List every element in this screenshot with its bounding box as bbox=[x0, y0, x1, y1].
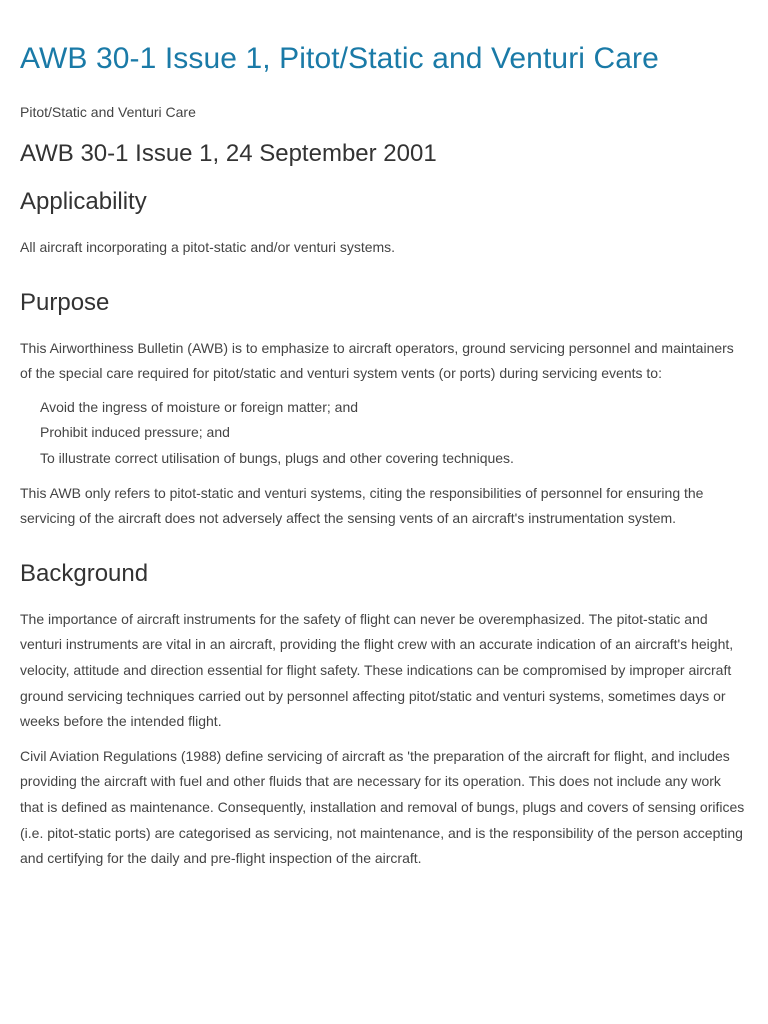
purpose-intro: This Airworthiness Bulletin (AWB) is to emphasize to aircraft operators, ground servicing personnel and maintainers of the special care required for pitot/static and venturi system vents (or ports) during servicing events to: bbox=[20, 339, 734, 382]
list-item: To illustrate correct utilisation of bungs, plugs and other covering techniques. bbox=[40, 449, 514, 466]
applicability-text: All aircraft incorporating a pitot-static and/or venturi systems. bbox=[20, 239, 396, 255]
background-paragraph-1: The importance of aircraft instruments for the safety of flight can never be overemphasized. The pitot-static and venturi instruments are vital in an aircraft, providing the flight crew with an accurate indication of an aircraft's height, velocity, attitude and direction essential for flight safety. These indications can be compromised by improper aircraft ground servicing techniques carried out by personnel affecting pitot/static and venturi systems, sometimes days or weeks before the intended flight. bbox=[20, 610, 734, 730]
document-title: AWB 30-1 Issue 1, Pitot/Static and Venturi Care bbox=[20, 42, 659, 75]
list-item: Avoid the ingress of moisture or foreign matter; and bbox=[40, 398, 359, 415]
list-item: Prohibit induced pressure; and bbox=[40, 424, 230, 441]
background-paragraph-2: Civil Aviation Regulations (1988) define servicing of aircraft as 'the preparation of the aircraft for flight, and includes providing the aircraft with fuel and other fluids that are necessary for its operation. This does not include any work that is defined as maintenance. Consequently, installation and removal of bungs, plugs and covers of sensing orifices (i.e. pitot-static ports) are categorised as servicing, not maintenance, and is the responsibility of the person accepting and certifying for the daily and pre-flight inspection of the aircraft. bbox=[20, 747, 745, 867]
applicability-heading: Applicability bbox=[20, 188, 147, 215]
document-subtitle: Pitot/Static and Venturi Care bbox=[20, 104, 196, 120]
purpose-outro: This AWB only refers to pitot-static and venturi systems, citing the responsibilities of personnel for ensuring the servicing of the aircraft does not adversely affect the sensing vents of an aircraft's instrumentation system. bbox=[20, 484, 704, 527]
purpose-section bbox=[20, 287, 748, 532]
issue-heading: AWB 30-1 Issue 1, 24 September 2001 bbox=[20, 140, 437, 167]
applicability-section bbox=[20, 186, 748, 261]
background-section bbox=[20, 558, 748, 872]
background-heading: Background bbox=[20, 559, 149, 587]
purpose-heading: Purpose bbox=[20, 288, 110, 316]
purpose-bullet-list bbox=[20, 395, 748, 472]
